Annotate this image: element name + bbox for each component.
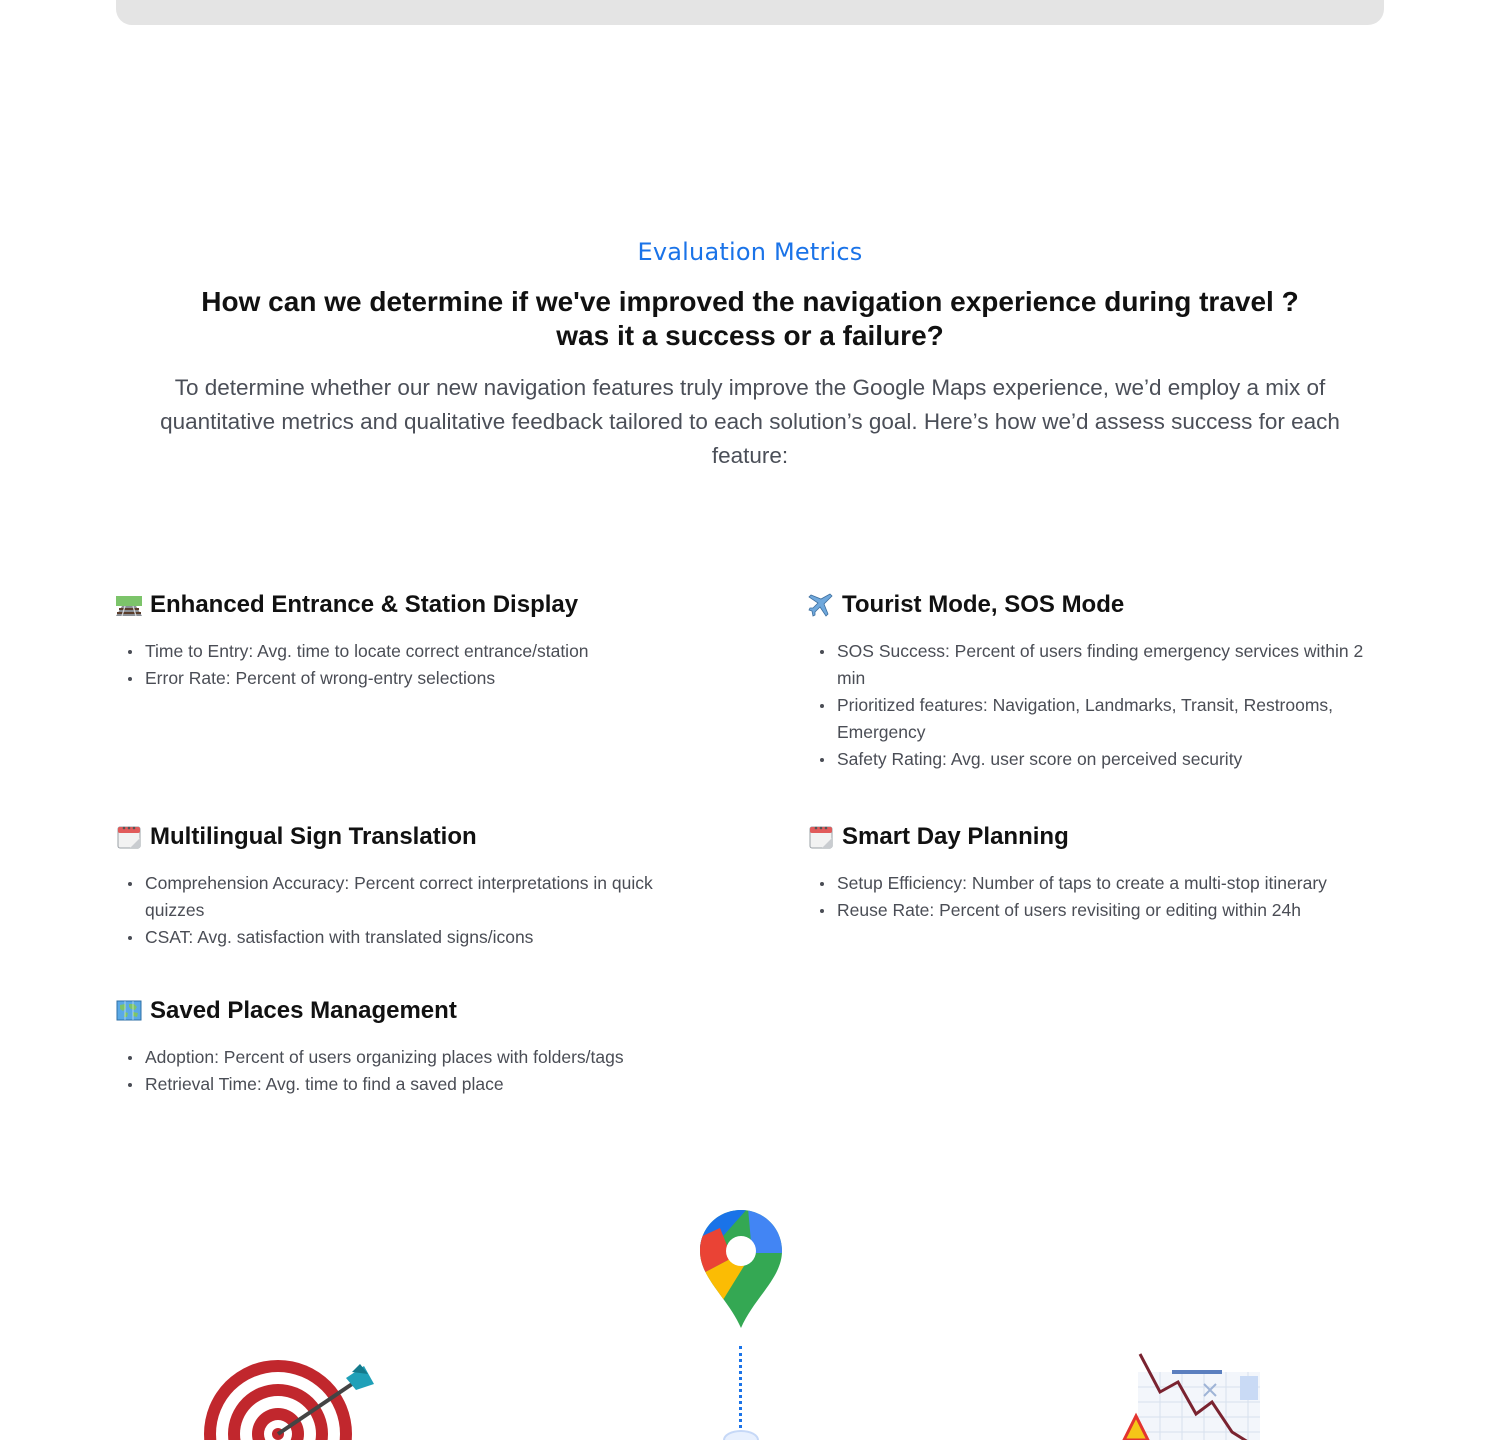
- list-item: Adoption: Percent of users organizing places with folders/tags: [128, 1044, 716, 1071]
- list-item: Comprehension Accuracy: Percent correct interpretations in quick quizzes: [128, 870, 696, 924]
- metric-card-title: Smart Day Planning: [842, 823, 1069, 850]
- railway-track-icon: [116, 592, 142, 618]
- metric-card-sign-translation: [116, 822, 696, 951]
- calendar-icon: [808, 824, 834, 850]
- top-card-bottom-edge: [116, 0, 1384, 25]
- metric-card-title-row: [116, 822, 696, 852]
- list-item: Reuse Rate: Percent of users revisiting or editing within 24h: [820, 897, 1378, 924]
- route-dotted-line: [739, 1346, 743, 1440]
- headline-line-2: was it a success or a failure?: [556, 320, 944, 351]
- section-headline: [150, 285, 1350, 353]
- section-intro: To determine whether our new navigation features truly improve the Google Maps experience, we’d employ a mix of quantitative metrics and qualitative feedback tailored to each solution’s goal. Here’s how we’d assess success for each feature:: [160, 375, 1340, 468]
- metric-card-title: Multilingual Sign Translation: [150, 823, 477, 850]
- metric-list: [808, 870, 1378, 924]
- list-item: CSAT: Avg. satisfaction with translated signs/icons: [128, 924, 696, 951]
- metric-card-saved-places: [116, 996, 716, 1098]
- google-maps-pin-icon: [698, 1208, 784, 1330]
- airplane-icon: [808, 592, 834, 618]
- metric-card-entrance-display: [116, 590, 716, 692]
- metric-card-title: Tourist Mode, SOS Mode: [842, 591, 1125, 618]
- calendar-icon: [116, 824, 142, 850]
- metric-card-title: Enhanced Entrance & Station Display: [150, 591, 579, 618]
- metric-list: [116, 870, 696, 951]
- headline-line-1: How can we determine if we've improved the navigation experience during travel ?: [201, 286, 1299, 317]
- list-item: SOS Success: Percent of users finding emergency services within 2 min: [820, 638, 1378, 692]
- list-item: Time to Entry: Avg. time to locate correct entrance/station: [128, 638, 716, 665]
- declining-chart-warning-icon: [1120, 1352, 1265, 1440]
- world-map-icon: [116, 998, 142, 1024]
- metric-card-smart-day-planning: [808, 822, 1378, 924]
- metric-card-title: Saved Places Management: [150, 997, 457, 1024]
- metric-card-tourist-sos-mode: [808, 590, 1378, 773]
- target-dart-icon: [200, 1356, 380, 1440]
- section-eyebrow: Evaluation Metrics: [637, 238, 863, 266]
- route-end-marker: [723, 1430, 759, 1440]
- metric-card-title-row: [808, 822, 1378, 852]
- metric-list: [116, 1044, 716, 1098]
- metric-list: [116, 638, 716, 692]
- list-item: Safety Rating: Avg. user score on perceived security: [820, 746, 1378, 773]
- list-item: Error Rate: Percent of wrong-entry selections: [128, 665, 716, 692]
- metric-card-title-row: [808, 590, 1378, 620]
- list-item: Setup Efficiency: Number of taps to create a multi-stop itinerary: [820, 870, 1378, 897]
- metric-list: [808, 638, 1378, 773]
- metric-card-title-row: [116, 590, 716, 620]
- list-item: Prioritized features: Navigation, Landmarks, Transit, Restrooms, Emergency: [820, 692, 1378, 746]
- list-item: Retrieval Time: Avg. time to find a saved place: [128, 1071, 716, 1098]
- metric-card-title-row: [116, 996, 716, 1026]
